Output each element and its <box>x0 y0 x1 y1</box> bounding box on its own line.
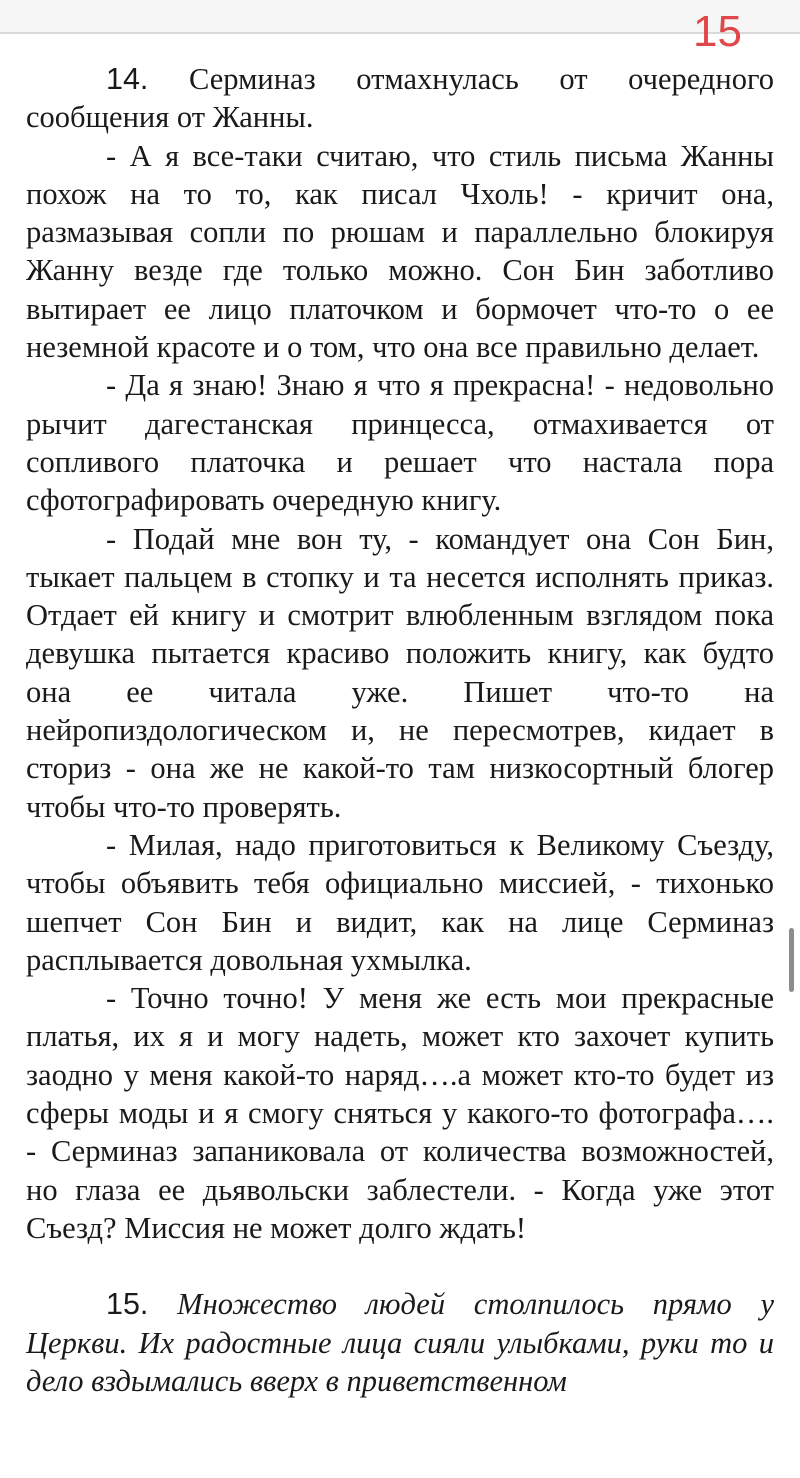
paragraph-dialogue-3: - Подай мне вон ту, - командует она Сон Бин, тыкает пальцем в стопку и та несется исполнять приказ. Отдает ей книгу и смотрит влюбленным взглядом пока девушка пытается красиво положить книгу, как будто она ее читала уже. Пишет что-то на нейропиздологическом и, не пересмотрев, кидает в сториз - она же не какой-то там низкосортный блогер чтобы что-то проверять. <box>26 521 774 824</box>
paragraph-text: Серминаз отмахнулась от очередного сообщения от Жанны. <box>26 62 775 135</box>
reader-top-bar <box>0 0 800 56</box>
paragraph-14 <box>26 60 774 137</box>
chapter-number: 14. <box>106 62 149 96</box>
paragraph-dialogue-2: - Да я знаю! Знаю я что я прекрасна! - недовольно рычит дагестанская принцесса, отмахивается от сопливого платочка и решает что настала пора сфотографировать очередную книгу. <box>26 368 774 518</box>
paragraph-dialogue-1: - А я все-таки считаю, что стиль письма Жанны похож на то то, как писал Чхоль! - кричит она, размазывая сопли по рюшам и параллельно блокируя Жанну везде где только можно. Сон Бин заботливо вытирает ее лицо платочком и бормочет что-то о ее неземной красоте и о том, что она все правильно делает. <box>26 138 774 365</box>
paragraph-dialogue-4: - Милая, надо приготовиться к Великому Съезду, чтобы объявить тебя официально миссией, - тихонько шепчет Сон Бин и видит, как на лице Серминаз расплывается довольная ухмылка. <box>26 827 774 977</box>
chapter-number: 15. <box>106 1287 149 1322</box>
page-number: 15 <box>693 7 742 56</box>
paragraph-dialogue-5: - Точно точно! У меня же есть мои прекрасные платья, их я и могу надеть, может кто захочет купить заодно у меня какой-то наряд….а может кто-то будет из сферы моды и я смогу сняться у какого-то фотографа…. - Серминаз запаниковала от количества возможностей, но глаза ее дьявольски заблестели. - Когда уже этот Съезд? Миссия не может долго ждать! <box>26 981 774 1245</box>
document-body <box>26 60 774 1400</box>
paragraph-15 <box>26 1285 774 1400</box>
paragraph-text: Множество людей столпилось прямо у Церкви. Их радостные лица сияли улыбками, руки то и дело вздымались вверх в приветственном <box>26 1287 775 1398</box>
scroll-indicator[interactable] <box>789 928 794 992</box>
